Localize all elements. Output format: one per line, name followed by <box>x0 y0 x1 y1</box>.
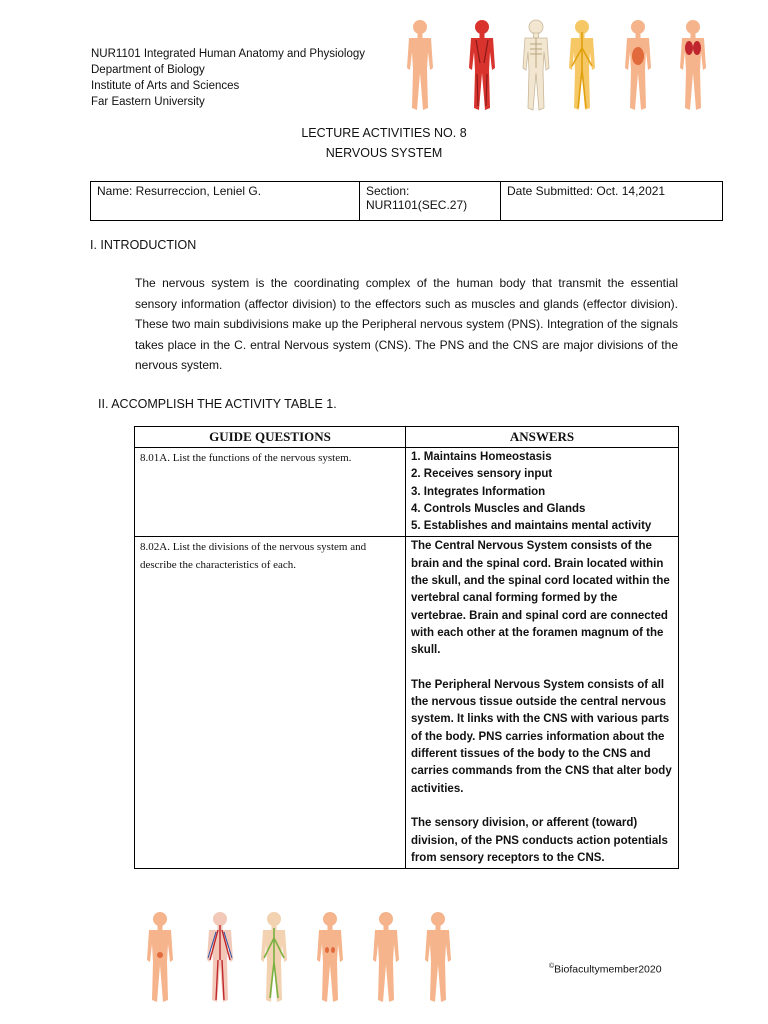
answer-item: 1. Maintains Homeostasis <box>411 451 552 463</box>
body-systems-illustration-bottom <box>128 910 468 1002</box>
reproductive-figure-icon-male <box>373 912 399 1002</box>
activity-heading: II. ACCOMPLISH THE ACTIVITY TABLE 1. <box>98 397 337 411</box>
copyright-symbol: © <box>549 963 555 970</box>
course-name: NUR1101 Integrated Human Anatomy and Physiology <box>91 48 366 60</box>
question-8-02a: 8.02A. List the divisions of the nervous system and describe the characteristics of each. <box>135 537 406 869</box>
sensory-description: , or afferent (toward) division, of the PNS conducts action potentials from sensory receptors to the CNS. <box>411 817 668 864</box>
answer-8-02a <box>406 537 679 869</box>
table-row <box>135 537 679 869</box>
sensory-paragraph <box>411 815 673 867</box>
lymphatic-figure-icon <box>261 912 287 1002</box>
department-name: Department of Biology <box>91 64 205 76</box>
urinary-figure-icon <box>317 912 343 1002</box>
section-label: Section: <box>366 184 410 198</box>
muscular-figure-icon <box>469 20 495 110</box>
student-section <box>360 182 501 221</box>
student-name: Name: Resurreccion, Leniel G. <box>91 182 360 221</box>
question-8-01a: 8.01A. List the functions of the nervous system. <box>135 448 406 537</box>
body-systems-illustration-top <box>398 18 728 112</box>
pns-description: consists of all the nervous tissue outside the central nervous system. It links with the CNS with various parts of the body. PNS carries information about the different tissues of the body to the CNS and carries commands from the CNS that alter body activities. <box>411 678 672 795</box>
copyright-text: Biofacultymember2020 <box>554 963 662 976</box>
introduction-heading: I. INTRODUCTION <box>90 238 197 252</box>
endocrine-figure-icon <box>147 912 173 1002</box>
institute-name: Institute of Arts and Sciences <box>91 80 240 92</box>
digestive-figure-icon <box>625 20 651 110</box>
reproductive-figure-icon-female <box>425 912 451 1002</box>
lecture-title: LECTURE ACTIVITIES NO. 8 <box>301 126 467 140</box>
answer-item: 4. Controls Muscles and Glands <box>411 502 586 515</box>
answer-item: 5. Establishes and maintains mental activity <box>411 520 652 533</box>
date-submitted: Date Submitted: Oct. 14,2021 <box>501 182 723 221</box>
activity-table <box>134 426 679 869</box>
table-row <box>135 448 679 537</box>
table-header-row <box>135 427 679 448</box>
answer-item: 2. Receives sensory input <box>411 468 553 481</box>
copyright-notice <box>549 963 662 976</box>
answer-item: 3. Integrates Information <box>411 485 546 498</box>
lecture-subtitle: NERVOUS SYSTEM <box>325 146 443 160</box>
introduction-text: The nervous system is the coordinating complex of the human body that transmit the essential sensory information (affector division) to the effectors such as muscles and glands (effector division). These two main subdivisions make up the Peripheral nervous system (PNS). Integration of the signals takes place in the C. entral Nervous system (CNS). The PNS and the CNS are major divisions of the nervous system. <box>135 276 678 372</box>
cns-term: The Central Nervous System <box>411 540 568 553</box>
cns-description: consists of the brain and the spinal cord. Brain located within the skull, and the spinal cord located within the vertebral canal forming formed by the vertebrae. Brain and spinal cord are connected with each other at the foramen magnum of the skull. <box>411 540 670 657</box>
guide-questions-header: GUIDE QUESTIONS <box>135 427 406 448</box>
circulatory-figure-icon <box>207 912 233 1002</box>
sensory-term: The sensory division <box>411 817 526 830</box>
student-info-table <box>90 181 723 221</box>
pns-term: The Peripheral Nervous System <box>411 678 585 691</box>
answers-header: ANSWERS <box>406 427 679 448</box>
respiratory-figure-icon <box>680 20 706 110</box>
course-header <box>91 46 365 110</box>
pns-paragraph <box>411 677 673 798</box>
cns-paragraph <box>411 538 673 659</box>
skin-figure-icon <box>407 20 433 110</box>
skeletal-figure-icon <box>523 20 549 110</box>
section-value: NUR1101(SEC.27) <box>366 198 468 212</box>
university-name: Far Eastern University <box>91 96 205 108</box>
answer-8-01a <box>406 448 679 537</box>
nervous-figure-icon <box>569 20 595 110</box>
